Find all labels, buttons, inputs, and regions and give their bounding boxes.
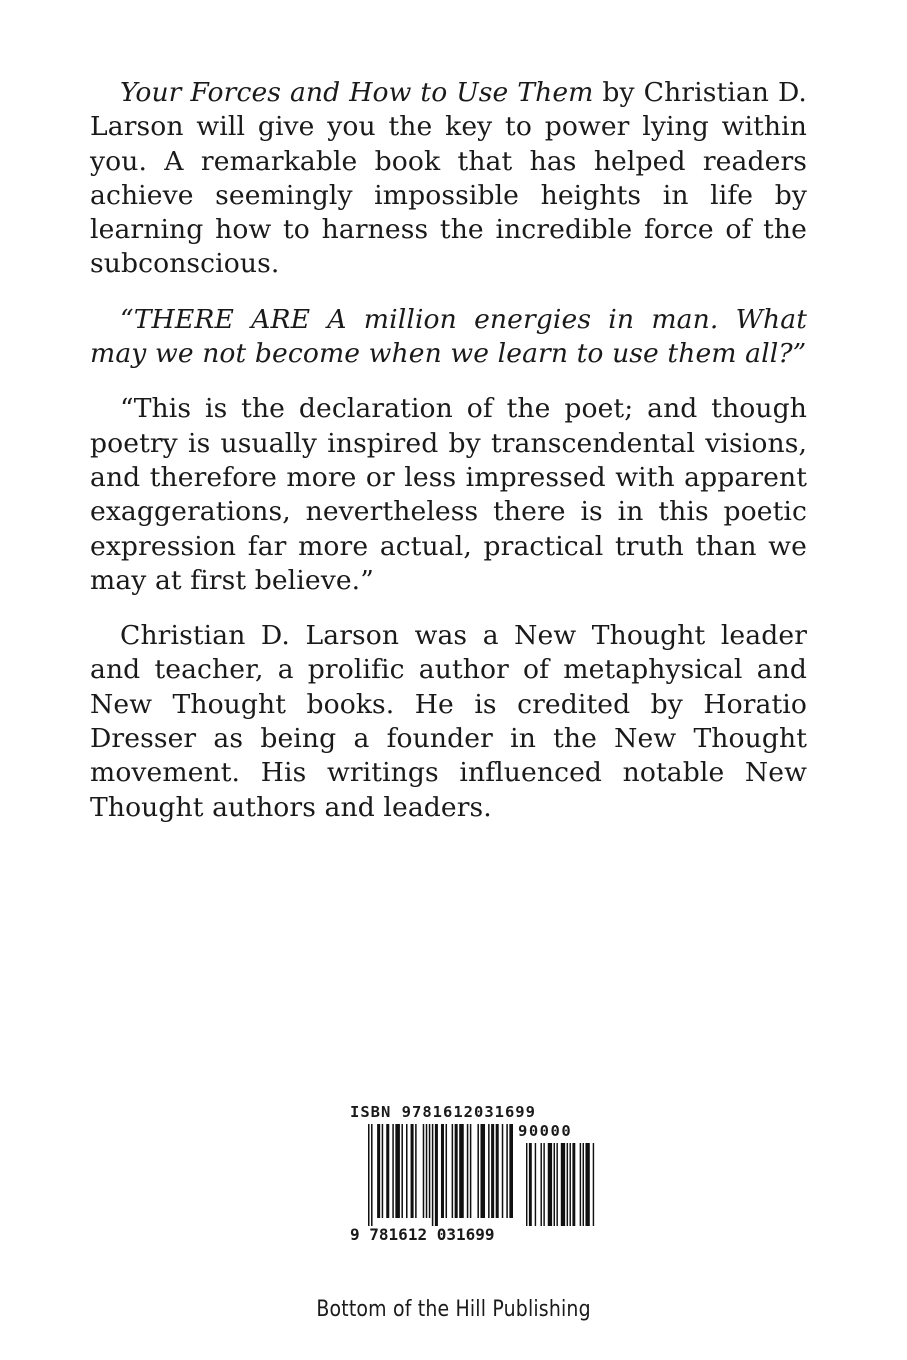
barcode-digit-first: 9 — [350, 1225, 360, 1244]
barcode-bar — [548, 1143, 552, 1226]
barcode-bar — [368, 1124, 370, 1226]
barcode-bar — [429, 1124, 431, 1218]
barcode-bar — [570, 1143, 571, 1226]
barcode-bar — [583, 1143, 584, 1226]
barcode-bar — [392, 1124, 394, 1218]
author-bio: Christian D. Larson was a New Thought leader and teacher, a prolific author of metaphysical and New Thought books. He is credited by Horatio Dresser as being a founder in the New Thought movement. His writings influenced notable New Thought authors and leaders. — [90, 620, 807, 823]
barcode-bar — [446, 1124, 448, 1218]
barcode-bar — [554, 1143, 555, 1226]
barcode-digits — [350, 1225, 495, 1244]
barcode-bar — [509, 1124, 513, 1218]
publisher-name: Bottom of the Hill Publishing — [316, 1297, 591, 1322]
blurb-text: by Christian D. Larson will give you the key to power lying within you. A remarkable book that has helped readers achieve seemingly impossible heights in life by learning how to harness the incredible force of the subconscious. — [90, 77, 807, 280]
barcode-bar — [395, 1124, 400, 1218]
barcode-bar — [593, 1143, 594, 1226]
barcode-bar — [491, 1124, 494, 1218]
barcode-bar — [426, 1124, 428, 1218]
barcode-bar — [411, 1124, 414, 1218]
price-code: 90000 — [518, 1122, 573, 1140]
barcode-bar — [435, 1124, 438, 1226]
barcode-bar — [467, 1124, 469, 1218]
barcode-bar — [556, 1143, 557, 1226]
barcode-bar — [580, 1143, 581, 1226]
barcode-bar — [506, 1124, 508, 1218]
barcode-bar — [432, 1124, 434, 1226]
barcode-bar — [386, 1124, 389, 1218]
barcode-bar — [455, 1124, 458, 1218]
barcode-bar — [470, 1124, 472, 1218]
barcode-bar — [535, 1143, 536, 1226]
barcode-bar — [488, 1124, 490, 1218]
barcode-bar — [423, 1124, 425, 1218]
epigraph-quote: “THERE ARE A million energies in man. What may we not become when we learn to use them all?” — [90, 303, 807, 370]
barcode-bar — [377, 1124, 380, 1218]
barcode-bar — [459, 1124, 464, 1218]
barcode-bar — [441, 1124, 444, 1218]
barcode-bar — [502, 1124, 504, 1218]
blurb-paragraph — [90, 76, 807, 282]
cover-text — [90, 76, 807, 825]
isbn-label: ISBN 9781612031699 — [350, 1103, 536, 1121]
barcode-digit-group1: 781612 — [369, 1225, 428, 1244]
barcode-bar — [561, 1143, 565, 1226]
barcode-bar — [585, 1143, 589, 1226]
barcode-bar — [401, 1124, 403, 1218]
barcode-bar — [572, 1143, 575, 1226]
barcode-digit-group2: 031699 — [436, 1225, 495, 1244]
barcode-bar — [543, 1143, 544, 1226]
barcode-bar — [526, 1143, 527, 1226]
barcode-bar — [529, 1143, 532, 1226]
quote-commentary: “This is the declaration of the poet; and though poetry is usually inspired by transcendental visions, and therefore more or less impressed with apparent exaggerations, nevertheless there is in this poetic expression far more actual, practical truth than we may at first believe.” — [90, 393, 807, 596]
barcode-bar — [567, 1143, 568, 1226]
barcode-bar — [477, 1124, 479, 1218]
barcode-bar — [382, 1124, 384, 1218]
barcode-bar — [415, 1124, 417, 1218]
addon-bars — [526, 1143, 604, 1234]
barcode-bar — [480, 1124, 485, 1218]
barcode-bar — [452, 1124, 454, 1218]
barcode-bar — [371, 1124, 373, 1226]
barcode-bar — [496, 1124, 499, 1218]
isbn-barcode — [350, 1103, 610, 1253]
ean13-bars — [368, 1124, 513, 1226]
barcode-bar — [406, 1124, 408, 1218]
barcode-bar — [541, 1143, 542, 1226]
book-title: Your Forces and How to Use Them — [120, 77, 594, 108]
